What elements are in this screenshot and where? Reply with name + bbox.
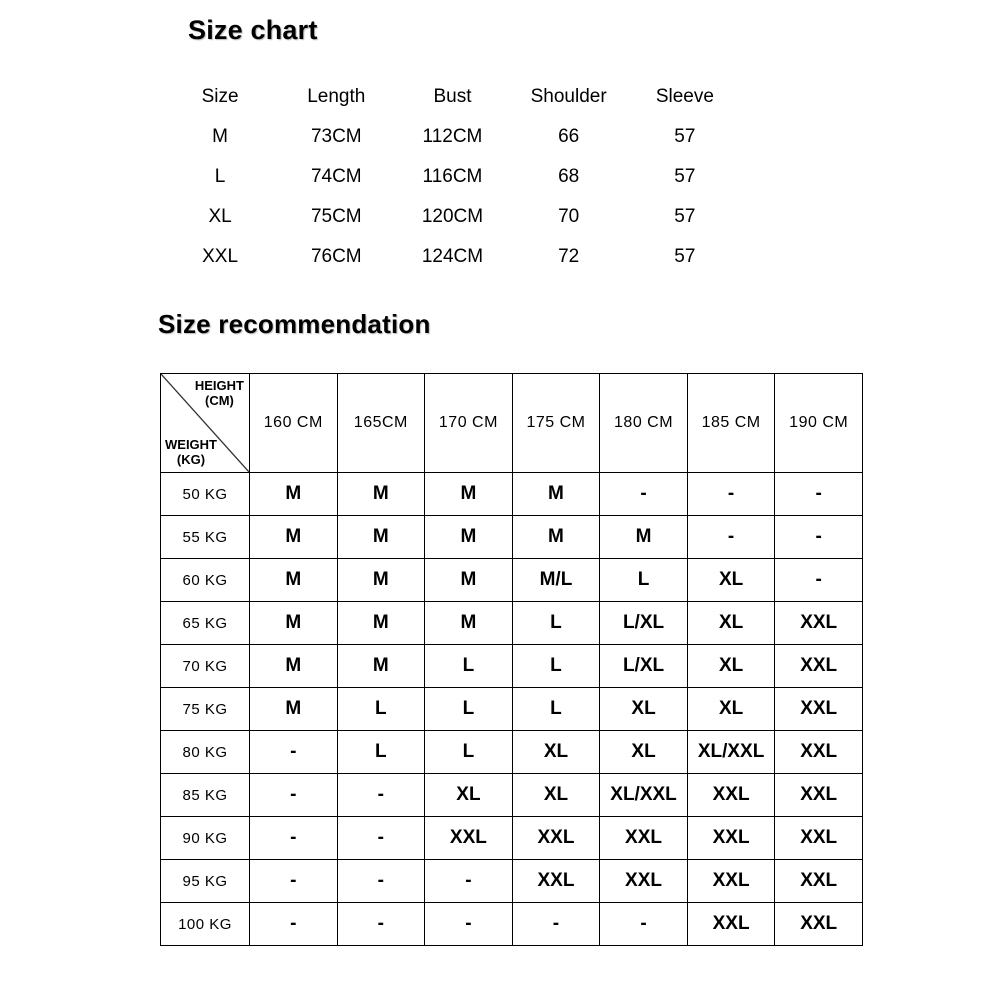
- recommendation-cell: XL: [687, 688, 775, 731]
- recommendation-cell: XXL: [600, 860, 688, 903]
- recommendation-cell: -: [337, 860, 425, 903]
- recommendation-cell: -: [775, 559, 863, 602]
- recommendation-cell: -: [687, 516, 775, 559]
- recommendation-cell: -: [250, 860, 338, 903]
- recommendation-cell: XXL: [512, 817, 600, 860]
- recommendation-cell: XXL: [600, 817, 688, 860]
- recommendation-cell: XL: [687, 559, 775, 602]
- recommendation-cell: M: [337, 645, 425, 688]
- recommendation-row: [161, 559, 863, 602]
- size-chart-row: [162, 157, 743, 197]
- weight-label-line1: WEIGHT: [165, 437, 217, 452]
- recommendation-cell: XXL: [512, 860, 600, 903]
- size-chart-cell: 57: [674, 126, 696, 147]
- recommendation-cell: XL: [600, 688, 688, 731]
- recommendation-cell: -: [600, 903, 688, 946]
- recommendation-cell: -: [337, 774, 425, 817]
- recommendation-header-row: [161, 374, 863, 473]
- recommendation-cell: L: [512, 602, 600, 645]
- recommendation-row: [161, 645, 863, 688]
- recommendation-cell: -: [250, 817, 338, 860]
- size-chart-cell: 57: [674, 246, 696, 267]
- recommendation-row: [161, 516, 863, 559]
- size-chart-cell: 74CM: [310, 166, 362, 187]
- weight-row-label: 50 KG: [161, 473, 250, 516]
- recommendation-cell: M: [250, 645, 338, 688]
- recommendation-cell: L/XL: [600, 602, 688, 645]
- size-chart-cell: 116CM: [422, 166, 483, 187]
- recommendation-cell: M: [425, 559, 513, 602]
- recommendation-cell: XXL: [775, 688, 863, 731]
- recommendation-cell: M: [600, 516, 688, 559]
- recommendation-cell: XXL: [687, 860, 775, 903]
- size-chart-cell: 70: [558, 206, 580, 227]
- recommendation-cell: L: [337, 688, 425, 731]
- recommendation-cell: -: [250, 774, 338, 817]
- recommendation-cell: XXL: [775, 903, 863, 946]
- recommendation-cell: -: [512, 903, 600, 946]
- recommendation-cell: M: [337, 516, 425, 559]
- recommendation-cell: -: [250, 903, 338, 946]
- height-col-header: 180 CM: [600, 374, 688, 473]
- recommendation-cell: M/L: [512, 559, 600, 602]
- recommendation-cell: -: [337, 903, 425, 946]
- height-col-header: 185 CM: [687, 374, 775, 473]
- recommendation-cell: -: [337, 817, 425, 860]
- recommendation-cell: L: [425, 688, 513, 731]
- size-label: XL: [208, 206, 232, 227]
- height-label-line2: (CM): [204, 393, 234, 408]
- size-chart-page: [0, 14, 1000, 946]
- size-chart-row: [162, 237, 743, 277]
- recommendation-row: [161, 473, 863, 516]
- recommendation-cell: M: [337, 602, 425, 645]
- recommendation-cell: XXL: [775, 602, 863, 645]
- recommendation-cell: XXL: [687, 817, 775, 860]
- weight-row-label: 85 KG: [161, 774, 250, 817]
- size-chart-title: Size chart: [188, 15, 318, 45]
- size-chart-cell: 57: [674, 206, 696, 227]
- size-chart-cell: 73CM: [310, 126, 362, 147]
- recommendation-cell: XXL: [775, 774, 863, 817]
- recommendation-cell: XXL: [687, 903, 775, 946]
- recommendation-cell: -: [687, 473, 775, 516]
- recommendation-row: [161, 602, 863, 645]
- recommendation-row: [161, 731, 863, 774]
- size-chart-cell: 68: [558, 166, 580, 187]
- recommendation-cell: XXL: [425, 817, 513, 860]
- size-chart-cell: 76CM: [310, 246, 362, 267]
- recommendation-row: [161, 860, 863, 903]
- recommendation-cell: -: [775, 516, 863, 559]
- size-chart-col-header: Bust: [433, 86, 472, 107]
- recommendation-cell: XXL: [687, 774, 775, 817]
- size-chart-header-row: [162, 77, 743, 117]
- recommendation-cell: M: [337, 473, 425, 516]
- size-chart-col-header: Sleeve: [655, 86, 714, 107]
- size-label: L: [214, 166, 226, 187]
- size-label: XXL: [202, 246, 239, 267]
- recommendation-cell: XXL: [775, 645, 863, 688]
- recommendation-cell: XXL: [775, 731, 863, 774]
- size-chart-col-header: Shoulder: [530, 86, 607, 107]
- recommendation-cell: XL: [425, 774, 513, 817]
- height-col-header: 190 CM: [775, 374, 863, 473]
- recommendation-cell: M: [425, 473, 513, 516]
- corner-weight-label: [165, 437, 217, 467]
- recommendation-cell: XL: [600, 731, 688, 774]
- weight-row-label: 65 KG: [161, 602, 250, 645]
- recommendation-row: [161, 903, 863, 946]
- recommendation-cell: XXL: [775, 817, 863, 860]
- recommendation-cell: XXL: [775, 860, 863, 903]
- recommendation-cell: XL: [687, 602, 775, 645]
- recommendation-cell: L: [337, 731, 425, 774]
- size-chart-cell: 72: [558, 246, 580, 267]
- recommendation-cell: M: [250, 559, 338, 602]
- weight-row-label: 100 KG: [161, 903, 250, 946]
- weight-label-line2: (KG): [176, 452, 206, 467]
- size-chart-cell: 66: [558, 126, 580, 147]
- size-chart-cell: 75CM: [310, 206, 362, 227]
- recommendation-cell: -: [250, 731, 338, 774]
- recommendation-cell: L/XL: [600, 645, 688, 688]
- recommendation-row: [161, 774, 863, 817]
- recommendation-cell: XL/XXL: [687, 731, 775, 774]
- recommendation-cell: -: [425, 860, 513, 903]
- recommendation-row: [161, 817, 863, 860]
- corner-cell: [161, 374, 250, 473]
- height-col-header: 175 CM: [512, 374, 600, 473]
- corner-height-label: [195, 378, 244, 408]
- size-chart-col-header: Size: [201, 86, 239, 107]
- size-recommendation-title: Size recommendation: [158, 309, 431, 339]
- recommendation-cell: XL: [512, 774, 600, 817]
- recommendation-cell: -: [425, 903, 513, 946]
- recommendation-cell: M: [512, 516, 600, 559]
- recommendation-cell: L: [512, 688, 600, 731]
- recommendation-cell: XL: [512, 731, 600, 774]
- recommendation-cell: M: [337, 559, 425, 602]
- size-chart-col-header: Length: [307, 86, 366, 107]
- weight-row-label: 70 KG: [161, 645, 250, 688]
- recommendation-cell: M: [250, 602, 338, 645]
- recommendation-cell: L: [512, 645, 600, 688]
- recommendation-cell: XL/XXL: [600, 774, 688, 817]
- size-label: M: [212, 126, 228, 147]
- size-recommendation-table: [160, 373, 863, 946]
- height-col-header: 160 CM: [250, 374, 338, 473]
- weight-row-label: 60 KG: [161, 559, 250, 602]
- recommendation-cell: M: [250, 688, 338, 731]
- weight-row-label: 90 KG: [161, 817, 250, 860]
- size-chart-row: [162, 197, 743, 237]
- recommendation-cell: M: [425, 516, 513, 559]
- size-chart-row: [162, 117, 743, 157]
- recommendation-cell: M: [425, 602, 513, 645]
- size-chart-table: [162, 77, 743, 277]
- size-chart-cell: 112CM: [422, 126, 483, 147]
- size-chart-cell: 57: [674, 166, 696, 187]
- recommendation-cell: M: [512, 473, 600, 516]
- height-col-header: 165CM: [337, 374, 425, 473]
- recommendation-cell: XL: [687, 645, 775, 688]
- weight-row-label: 95 KG: [161, 860, 250, 903]
- recommendation-cell: M: [250, 516, 338, 559]
- size-chart-cell: 120CM: [421, 206, 484, 227]
- recommendation-row: [161, 688, 863, 731]
- recommendation-cell: -: [600, 473, 688, 516]
- height-col-header: 170 CM: [425, 374, 513, 473]
- recommendation-cell: M: [250, 473, 338, 516]
- recommendation-cell: -: [775, 473, 863, 516]
- weight-row-label: 80 KG: [161, 731, 250, 774]
- height-label-line1: HEIGHT: [194, 378, 244, 393]
- weight-row-label: 75 KG: [161, 688, 250, 731]
- recommendation-cell: L: [425, 731, 513, 774]
- weight-row-label: 55 KG: [161, 516, 250, 559]
- recommendation-cell: L: [600, 559, 688, 602]
- recommendation-cell: L: [425, 645, 513, 688]
- size-chart-cell: 124CM: [421, 246, 484, 267]
